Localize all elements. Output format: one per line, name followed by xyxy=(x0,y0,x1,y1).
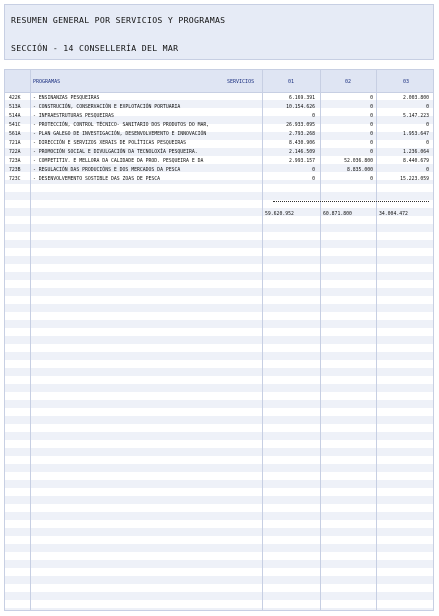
program-code: 513A xyxy=(9,105,21,110)
program-code: 722A xyxy=(9,150,21,155)
value-03: 15.223.059 xyxy=(400,177,429,182)
value-03: 2.003.800 xyxy=(403,96,429,101)
program-description: - INFRAESTRUTURAS PESQUEIRAS xyxy=(33,114,114,119)
table-row xyxy=(5,175,433,184)
value-02: 0 xyxy=(370,96,373,101)
value-02: 0 xyxy=(370,150,373,155)
column-01: 01 xyxy=(288,79,295,85)
program-code: 721A xyxy=(9,141,21,146)
value-03: 0 xyxy=(426,123,429,128)
value-01: 2.793.268 xyxy=(289,132,315,137)
value-01: 0 xyxy=(312,168,315,173)
column-02: 02 xyxy=(345,79,352,85)
program-code: 541C xyxy=(9,123,21,128)
report-title: RESUMEN GENERAL POR SERVICIOS Y PROGRAMAS xyxy=(11,15,226,25)
program-code: 723C xyxy=(9,177,21,182)
table-row xyxy=(5,130,433,139)
program-description: - REGULACIÓN DAS PRODUCIÓNS E DOS MERCADOS DA PESCA xyxy=(33,168,181,173)
column-03: 03 xyxy=(403,79,410,85)
value-01: 0 xyxy=(312,177,315,182)
value-02: 0 xyxy=(370,114,373,119)
budget-table xyxy=(4,69,434,611)
value-01: 0 xyxy=(312,114,315,119)
value-03: 8.440.679 xyxy=(403,159,429,164)
table-row xyxy=(5,103,433,112)
value-01: 6.169.391 xyxy=(289,96,315,101)
value-03: 1.236.064 xyxy=(403,150,429,155)
program-description: - DESENVOLVEMENTO SOSTIBLE DAS ZOAS DE PESCA xyxy=(33,177,161,182)
program-description: - PROTECCIÓN, CONTROL TÉCNICO- SANITARIO DOS PRODUTOS DO MAR, xyxy=(33,123,210,128)
value-01: 8.430.906 xyxy=(289,141,315,146)
table-row xyxy=(5,166,433,175)
table-row xyxy=(5,148,433,157)
program-code: 723A xyxy=(9,159,21,164)
value-03: 5.147.223 xyxy=(403,114,429,119)
value-02: 8.835.000 xyxy=(347,168,373,173)
program-code: 561A xyxy=(9,132,21,137)
program-description: - ENSINANZAS PESQUEIRAS xyxy=(33,96,100,101)
program-code: 422K xyxy=(9,96,21,101)
table-row xyxy=(5,157,433,166)
total-03: 34.004.472 xyxy=(379,212,408,217)
table-row xyxy=(5,94,433,103)
value-02: 0 xyxy=(370,105,373,110)
value-02: 0 xyxy=(370,177,373,182)
value-01: 26.933.095 xyxy=(286,123,315,128)
totals-row xyxy=(5,210,433,220)
total-02: 60.871.800 xyxy=(323,212,352,217)
report-header xyxy=(4,4,434,60)
value-03: 0 xyxy=(426,168,429,173)
value-03: 0 xyxy=(426,141,429,146)
value-01: 2.993.157 xyxy=(289,159,315,164)
table-row xyxy=(5,139,433,148)
program-description: - COMPETITIV. E MELLORA DA CALIDADE DA PROD. PESQUEIRA E DA xyxy=(33,159,204,164)
table-row xyxy=(5,121,433,130)
value-01: 10.154.626 xyxy=(286,105,315,110)
total-separator xyxy=(273,201,429,202)
value-02: 52.036.800 xyxy=(344,159,373,164)
column-programas: PROGRAMAS xyxy=(33,79,61,85)
value-02: 0 xyxy=(370,132,373,137)
program-description: - PROMOCIÓN SOCIAL E DIVULGACIÓN DA TECNOLOXÍA PESQUEIRA. xyxy=(33,150,198,155)
program-description: - DIRECCIÓN E SERVIZOS XERAIS DE POLÍTICAS PESQUEIRAS xyxy=(33,141,187,146)
program-description: - CONSTRUCIÓN, CONSERVACIÓN E EXPLOTACIÓN PORTUARIA xyxy=(33,105,181,110)
value-02: 0 xyxy=(370,141,373,146)
value-01: 2.146.509 xyxy=(289,150,315,155)
table-row xyxy=(5,112,433,121)
value-03: 0 xyxy=(426,105,429,110)
program-description: - PLAN GALEGO DE INVESTIGACIÓN, DESENVOLVEMENTO E INNOVACIÓN xyxy=(33,132,207,137)
program-code: 514A xyxy=(9,114,21,119)
program-code: 723B xyxy=(9,168,21,173)
total-01: 59.620.952 xyxy=(265,212,294,217)
value-03: 1.953.647 xyxy=(403,132,429,137)
column-header-row xyxy=(5,70,433,93)
value-02: 0 xyxy=(370,123,373,128)
section-title: SECCIÓN - 14 CONSELLERÍA DEL MAR xyxy=(11,43,179,53)
column-servicios: SERVICIOS xyxy=(227,79,255,85)
